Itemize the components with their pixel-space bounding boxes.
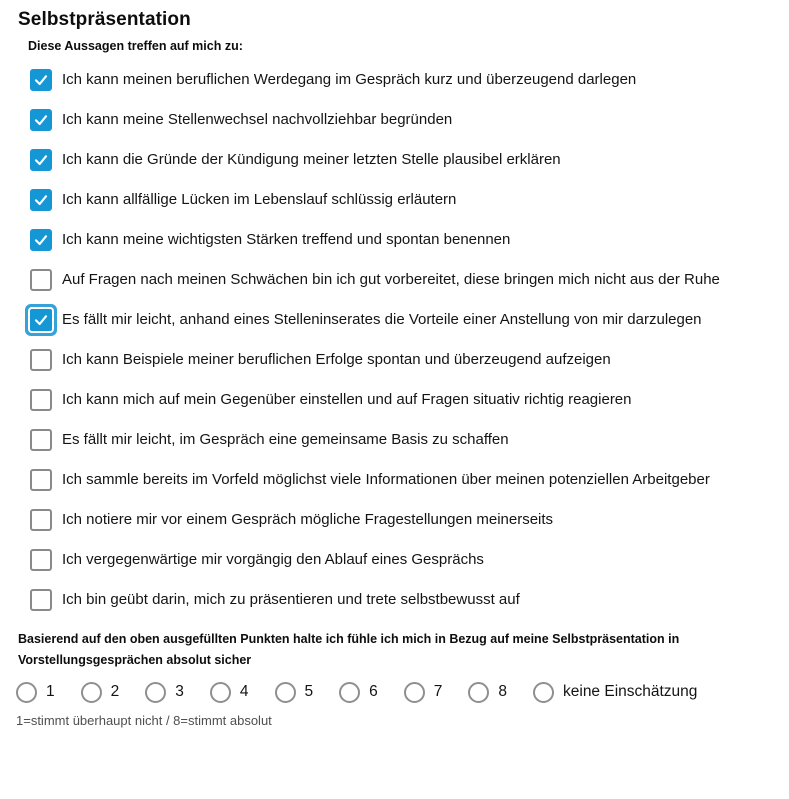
- radio-button[interactable]: [339, 682, 360, 703]
- checklist-item: [30, 347, 771, 373]
- checklist-item-label: Es fällt mir leicht, im Gespräch eine gemeinsame Basis zu schaffen: [62, 431, 509, 448]
- checkbox[interactable]: [30, 349, 52, 371]
- checkbox[interactable]: [30, 109, 52, 131]
- checklist-item: [30, 107, 771, 133]
- checklist-item: [30, 587, 771, 613]
- radio-button[interactable]: [404, 682, 425, 703]
- rating-option-label: 1: [46, 683, 55, 700]
- radio-button[interactable]: [275, 682, 296, 703]
- rating-option[interactable]: [145, 681, 184, 703]
- rating-option[interactable]: [468, 681, 507, 703]
- checklist-item: [30, 547, 771, 573]
- checklist-item-label: Ich kann meine wichtigsten Stärken treffend und spontan benennen: [62, 231, 511, 248]
- checklist: [30, 67, 771, 613]
- radio-button[interactable]: [16, 682, 37, 703]
- checkbox[interactable]: [30, 309, 52, 331]
- rating-options: [16, 681, 771, 703]
- checkmark-icon: [33, 112, 49, 128]
- checklist-item: [30, 507, 771, 533]
- checklist-item-label: Ich vergegenwärtige mir vorgängig den Ablauf eines Gesprächs: [62, 551, 484, 568]
- rating-option[interactable]: [210, 681, 249, 703]
- rating-option[interactable]: [339, 681, 378, 703]
- checklist-item: [30, 67, 771, 93]
- checklist-item-label: Ich kann Beispiele meiner beruflichen Erfolge spontan und überzeugend aufzeigen: [62, 351, 611, 368]
- radio-button[interactable]: [210, 682, 231, 703]
- rating-option-label: 6: [369, 683, 378, 700]
- checklist-item-label: Ich kann die Gründe der Kündigung meiner letzten Stelle plausibel erklären: [62, 151, 561, 168]
- checklist-item-label: Ich notiere mir vor einem Gespräch mögliche Fragestellungen meinerseits: [62, 511, 554, 528]
- page-title: Selbstpräsentation: [18, 9, 191, 30]
- checkbox[interactable]: [30, 509, 52, 531]
- checklist-item-label: Ich bin geübt darin, mich zu präsentieren und trete selbstbewusst auf: [62, 591, 520, 608]
- checkbox[interactable]: [30, 229, 52, 251]
- checkbox[interactable]: [30, 189, 52, 211]
- checklist-item-label: Ich kann mich auf mein Gegenüber einstellen und auf Fragen situativ richtig reagieren: [62, 391, 632, 408]
- radio-button[interactable]: [533, 682, 554, 703]
- checklist-item-label: Es fällt mir leicht, anhand eines Stelleninserates die Vorteile einer Anstellung von mir darzulegen: [62, 311, 702, 328]
- checklist-item: [30, 227, 771, 253]
- radio-button[interactable]: [81, 682, 102, 703]
- rating-option[interactable]: [404, 681, 443, 703]
- checklist-item: [30, 187, 771, 213]
- rating-option-label: 8: [498, 683, 507, 700]
- checklist-instruction: Diese Aussagen treffen auf mich zu:: [28, 39, 243, 53]
- checkmark-icon: [33, 192, 49, 208]
- rating-option-label: 2: [110, 683, 120, 700]
- rating-option-label: 7: [433, 683, 443, 700]
- checkmark-icon: [33, 72, 49, 88]
- checkbox[interactable]: [30, 389, 52, 411]
- checklist-item-label: Ich kann meine Stellenwechsel nachvollziehbar begründen: [62, 111, 453, 128]
- checkmark-icon: [33, 152, 49, 168]
- rating-option[interactable]: [533, 681, 697, 703]
- rating-option-label: 5: [304, 683, 314, 700]
- rating-option-label: 3: [175, 683, 184, 700]
- rating-option[interactable]: [16, 681, 55, 703]
- checklist-item-label: Ich kann allfällige Lücken im Lebenslauf schlüssig erläutern: [62, 191, 457, 208]
- checkbox[interactable]: [30, 589, 52, 611]
- checkbox[interactable]: [30, 69, 52, 91]
- rating-option-label: keine Einschätzung: [563, 683, 698, 700]
- checklist-item-label: Ich kann meinen beruflichen Werdegang im Gespräch kurz und überzeugend darlegen: [62, 71, 637, 88]
- checklist-item: [30, 147, 771, 173]
- radio-button[interactable]: [145, 682, 166, 703]
- radio-button[interactable]: [468, 682, 489, 703]
- checkbox[interactable]: [30, 469, 52, 491]
- checklist-item-label: Auf Fragen nach meinen Schwächen bin ich gut vorbereitet, diese bringen mich nicht aus der Ruhe: [62, 271, 720, 288]
- rating-question: Basierend auf den oben ausgefüllten Punkten halte ich fühle ich mich in Bezug auf meine Selbstpräsentation in Vorstellungsgesprächen absolut sicher: [18, 632, 680, 667]
- checklist-item-label: Ich sammle bereits im Vorfeld möglichst viele Informationen über meinen potenziellen Arbeitgeber: [62, 471, 710, 488]
- checkbox[interactable]: [30, 549, 52, 571]
- rating-legend: 1=stimmt überhaupt nicht / 8=stimmt absolut: [16, 713, 272, 728]
- rating-option[interactable]: [81, 681, 120, 703]
- checklist-item: [30, 427, 771, 453]
- checklist-item: [30, 467, 771, 493]
- checklist-item: [30, 307, 771, 333]
- checkbox[interactable]: [30, 149, 52, 171]
- checkbox[interactable]: [30, 429, 52, 451]
- checklist-item: [30, 267, 771, 293]
- rating-option-label: 4: [239, 683, 249, 700]
- checklist-item: [30, 387, 771, 413]
- rating-option[interactable]: [275, 681, 314, 703]
- checkmark-icon: [33, 232, 49, 248]
- checkbox[interactable]: [30, 269, 52, 291]
- checkmark-icon: [33, 312, 49, 328]
